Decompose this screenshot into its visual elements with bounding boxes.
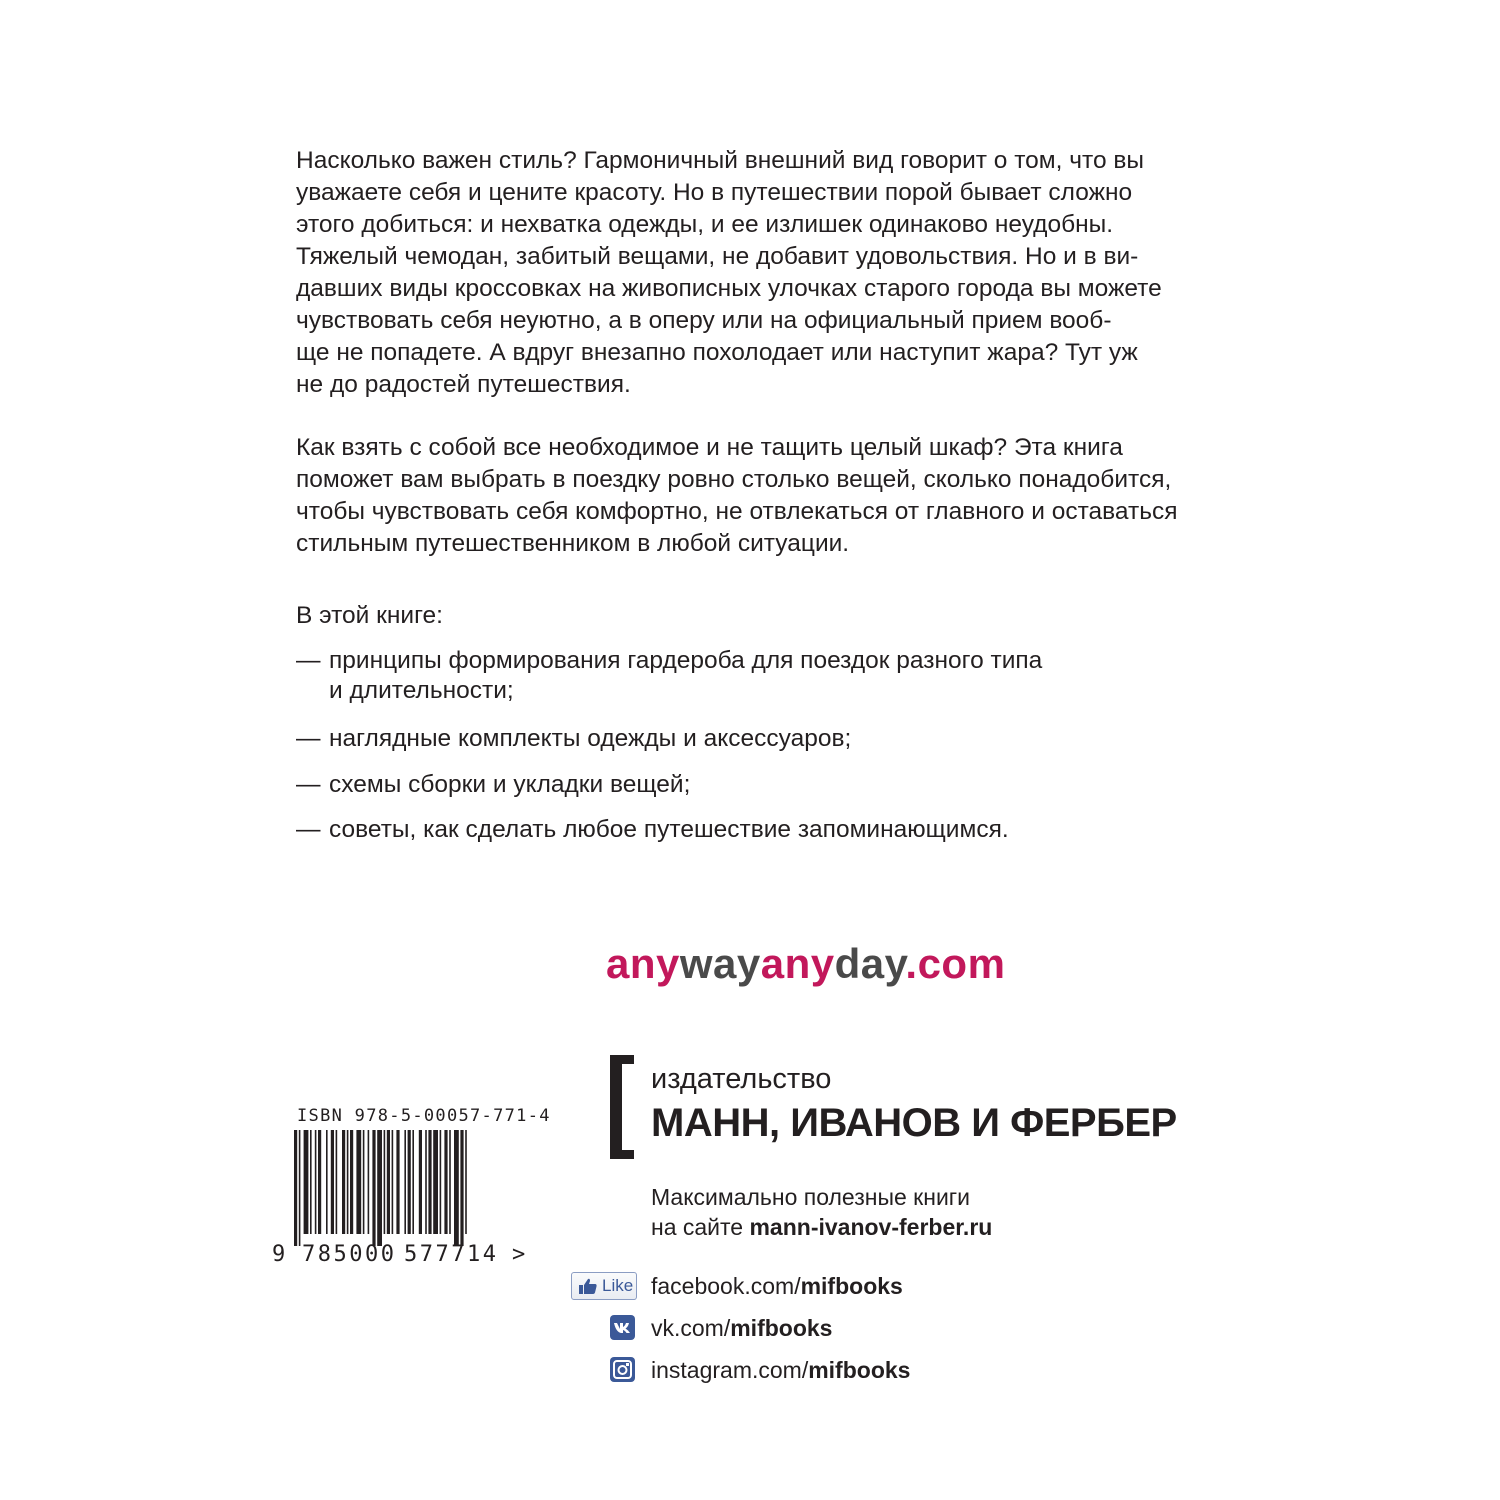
vk-link-text [651,1313,832,1343]
barcode-icon [294,1130,530,1246]
barcode-bar [384,1130,386,1234]
barcode-bar [387,1130,390,1234]
barcode-bar [449,1130,451,1234]
website-part: .com [905,940,1006,987]
barcode-bar [315,1130,317,1234]
text-line: поможет вам выбрать в поездку ровно столько вещей, сколько понадобится, [296,466,1172,493]
text-line: Как взять с собой все необходимое и не тащить целый шкаф? Эта книга [296,434,1123,461]
description-paragraph-2 [296,432,1256,560]
facebook-prefix: facebook.com/ [651,1273,801,1299]
thumb-up-icon [578,1277,598,1295]
barcode-bar [304,1130,309,1234]
barcode-bar [347,1130,349,1234]
barcode-bar [404,1130,406,1234]
website-part: day [834,940,906,987]
barcode-bar [299,1130,301,1246]
instagram-link-text [651,1355,910,1385]
barcode-bar [331,1130,334,1234]
tagline-prefix: на сайте [651,1214,750,1240]
website-part: way [679,940,761,987]
barcode-end-marker: > [512,1242,526,1267]
instagram-icon [610,1357,635,1382]
barcode-bar [350,1130,353,1234]
bullet-dash: — [296,647,321,674]
bullet-dash: — [296,725,321,752]
list-item-text: наглядные комплекты одежды и аксессуаров; [329,725,852,752]
publisher-label: издательство [651,1063,832,1095]
list-item-text: принципы формирования гардероба для поездок разного типа [329,647,1043,674]
barcode-bar [372,1130,375,1246]
tagline-line: Максимально полезные книги [651,1184,971,1210]
barcode-bar [444,1130,447,1234]
instagram-handle: mifbooks [808,1357,911,1383]
barcode-bar [342,1130,345,1234]
facebook-link-text [651,1271,903,1301]
bullet-dash: — [296,816,321,843]
publisher-site-link[interactable]: mann-ivanov-ferber.ru [749,1214,993,1240]
barcode-bar [428,1130,431,1234]
vk-logo-glyph [610,1315,635,1340]
vk-prefix: vk.com/ [651,1315,731,1341]
list-item [296,770,690,800]
barcode-bar [460,1130,463,1246]
barcode-bar [425,1130,427,1234]
publisher-tagline [651,1182,992,1242]
like-thumb-icon[interactable] [571,1272,637,1300]
barcode-digits-right: 577714 [404,1242,499,1267]
barcode-bar [454,1130,459,1246]
text-line: стильным путешественником в любой ситуации. [296,530,850,557]
publisher-name: МАНН, ИВАНОВ И ФЕРБЕР [651,1101,1177,1145]
facebook-handle: mifbooks [800,1273,903,1299]
barcode-bar [310,1130,312,1234]
text-line: давших виды кроссовках на живописных улочках старого города вы можете [296,275,1162,302]
barcode-digit-lead: 9 [272,1242,286,1267]
barcode-bar [336,1130,338,1234]
like-label: Like [602,1276,634,1295]
text-line: ще не попадете. А вдруг внезапно похолодает или наступит жара? Тут уж [296,339,1138,366]
vk-icon [610,1315,635,1340]
list-intro: В этой книге: [296,602,443,629]
barcode-bar [396,1130,399,1234]
barcode-bar [377,1130,382,1246]
barcode-bar [326,1130,328,1234]
list-item [296,646,1042,706]
list-item [296,815,1009,845]
text-line: уважаете себя и цените красоту. Но в путешествии порой бывает сложно [296,179,1133,206]
text-line: Насколько важен стиль? Гармоничный внешний вид говорит о том, что вы [296,147,1145,174]
publisher-bracket-logo [610,1055,622,1159]
barcode-bar [419,1130,422,1234]
text-line: не до радостей путешествия. [296,371,631,398]
list-item-text: советы, как сделать любое путешествие запоминающимся. [329,816,1009,843]
barcode-bar [392,1130,394,1234]
barcode-bar [363,1130,365,1234]
description-paragraph-1 [296,145,1256,401]
instagram-prefix: instagram.com/ [651,1357,809,1383]
barcode-bar [440,1130,442,1234]
instagram-camera-glyph [610,1357,635,1382]
text-line: чтобы чувствовать себя комфортно, не отвлекаться от главного и оставаться [296,498,1178,525]
barcode-bar [294,1130,297,1246]
barcode-bar [368,1130,370,1234]
tagline-line [651,1212,992,1242]
bullet-dash: — [296,771,321,798]
list-item-text-continued: и длительности; [329,677,514,704]
list-item [296,724,851,754]
website-link[interactable] [606,940,1005,988]
text-line: этого добиться: и нехватка одежды, и ее излишек одинаково неудобны. [296,211,1114,238]
barcode-bar [465,1130,467,1234]
barcode-bar [408,1130,411,1234]
barcode-bar [356,1130,361,1234]
barcode-bar [433,1130,438,1234]
list-item-text: схемы сборки и укладки вещей; [329,771,691,798]
barcode-digits-left: 785000 [302,1242,397,1267]
barcode-bar [318,1130,321,1234]
website-part: any [606,940,680,987]
text-line: Тяжелый чемодан, забитый вещами, не добавит удовольствия. Но и в ви- [296,243,1139,270]
isbn-label: ISBN 978-5-00057-771-4 [297,1106,551,1126]
vk-handle: mifbooks [730,1315,833,1341]
text-line: чувствовать себя неуютно, а в оперу или на официальный прием вооб- [296,307,1112,334]
barcode-bar [412,1130,414,1234]
website-part: any [760,940,835,987]
